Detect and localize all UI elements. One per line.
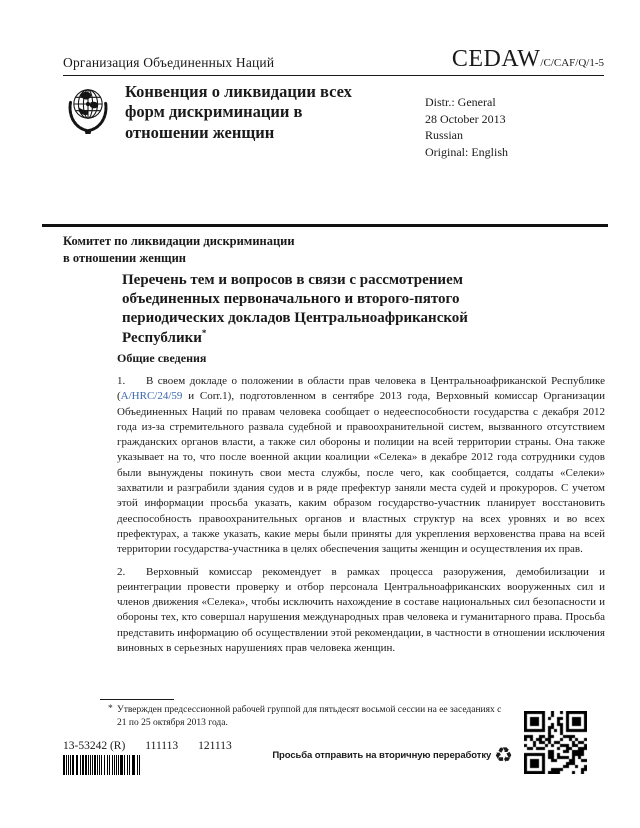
footer-code-1: 111113 [145, 740, 179, 752]
header-divider [42, 224, 608, 227]
recycle-text: Просьба отправить на вторичную переработку [272, 749, 492, 761]
footnote-text-wrap [100, 704, 510, 731]
document-title-text: Перечень тем и вопросов в связи с рассмотрением объединенных первоначального и второго-пятого периодических докладов Центральноафриканской Республики [122, 272, 468, 347]
document-symbol-suffix: /C/CAF/Q/1-5 [540, 57, 604, 69]
footnote-marker: * [201, 328, 207, 339]
document-title [122, 271, 510, 348]
document-symbol [452, 47, 604, 71]
committee-line-2: в отношении женщин [63, 250, 186, 265]
barcode [63, 755, 175, 775]
footnote [100, 699, 510, 731]
page-header [63, 47, 604, 76]
recycle-icon: ♻ [494, 742, 513, 767]
document-id: 13-53242 (R) [63, 740, 126, 752]
paragraph-1-text-after-link: и Corr.1), подготовленном в сентябре 2013 года, Верховный комиссар Организации Объединенных Наций по правам человека сообщает о недееспособности государства с декабря 2012 года из-за стремительного развала судебной и правоохранительной систем, вызванного отсутствием гражданских органов власти, а также сил обороны и полиции на всей территории страны. Она также указывает на то, что после военной акции коалиции «Селека» в декабре 2012 года сотрудники судов были вынуждены покинуть свои места службы, после чего, как сообщается, солдаты «Селеки» захватили и разграбили здания судов и в ряде префектур заняли места судей и прокуроров. С учетом этой информации просьба указать, каким образом государство-участник планирует восстановить дееспособность правоохранительных органов и властных структур на всех уровнях и во всех префектурах, а также указать, какие меры были приняты для укрепления верховенства права на всей территории государства-участника в целях обеспечения защиты женщин и осуществления их прав. [117, 390, 605, 556]
paragraph-2-text: Верховный комиссар рекомендует в рамках процесса разоружения, демобилизации и реинтеграции провести проверку и отбор персонала Центральноафриканских вооруженных сил и членов движения «Селека», чтобы исключить нахождение в составе национальных сил безопасности и обороны тех, кто совершал нарушения международных прав человека и гуманитарного права. Просьба представить информацию об осуществлении этой рекомендации, в частности в отношении исключения виновных в серьезных нарушениях прав человека женщин. [117, 565, 605, 655]
date-line: 28 October 2013 [425, 111, 506, 126]
language-line: Russian [425, 128, 464, 143]
paragraph-1 [117, 374, 605, 558]
distr-line: Distr.: General [425, 95, 496, 109]
footnote-divider [100, 699, 174, 700]
committee-line-1: Комитет по ликвидации дискриминации [63, 234, 295, 248]
document-symbol-main: CEDAW [451, 46, 541, 72]
section-heading: Общие сведения [117, 351, 207, 365]
original-language-line: Original: English [425, 144, 508, 159]
committee-heading [63, 233, 295, 266]
document-id-line [63, 740, 252, 752]
paragraph-1-text-before-link: В своем докладе о положении в области прав человека в Центральноафриканской Республике ( [117, 375, 605, 403]
qr-code [524, 711, 587, 774]
un-emblem-icon [63, 82, 113, 136]
org-name: Организация Объединенных Наций [63, 55, 275, 70]
footnote-text: Утвержден предсессионной рабочей группой для пятьдесят восьмой сессии на ее заседаниях с 21 по 25 октября 2013 года. [117, 705, 502, 729]
hrc-report-link[interactable]: A/HRC/24/59 [120, 390, 183, 403]
distribution-block [425, 94, 508, 160]
main-content [117, 351, 605, 663]
paragraph-2 [117, 565, 605, 657]
paragraph-1-number: 1. [117, 375, 126, 387]
recycle-banner [250, 743, 513, 767]
convention-title: Конвенция о ликвидации всех форм дискриминации в отношении женщин [125, 82, 352, 142]
footer-code-2: 121113 [198, 740, 232, 752]
paragraph-2-number: 2. [117, 565, 126, 578]
footnote-asterisk: * [108, 704, 113, 714]
